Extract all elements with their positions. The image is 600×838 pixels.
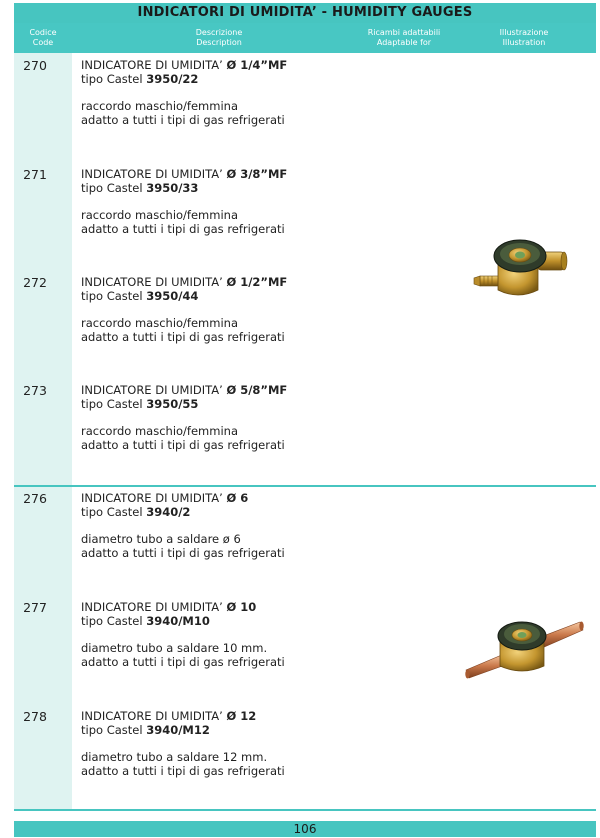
page-title: INDICATORI DI UMIDITA’ - HUMIDITY GAUGES xyxy=(14,3,596,23)
item-detail-2: adatto a tutti i tipi di gas refrigerati xyxy=(81,545,285,560)
item-detail-2: adatto a tutti i tipi di gas refrigerati xyxy=(81,329,285,344)
item-tipo xyxy=(81,73,401,87)
title-prefix: INDICATORE DI UMIDITA’ xyxy=(81,275,223,289)
header-description xyxy=(154,28,284,48)
title-size: Ø 6 xyxy=(226,491,249,505)
solder-sight-glass-icon xyxy=(462,612,588,684)
item-detail-1: raccordo maschio/femmina xyxy=(81,424,238,438)
tipo-prefix: tipo Castel xyxy=(81,180,143,195)
header-code-en: Code xyxy=(32,38,54,47)
tipo-prefix: tipo Castel xyxy=(81,722,143,737)
header-desc-en: Description xyxy=(196,38,242,47)
item-title xyxy=(81,276,401,290)
tipo-model: 3940/M12 xyxy=(146,722,210,737)
title-size: Ø 1/4”MF xyxy=(226,58,288,72)
item-detail-1: diametro tubo a saldare 12 mm. xyxy=(81,750,268,764)
item-detail-1: raccordo maschio/femmina xyxy=(81,208,238,222)
header-adapt-it: Ricambi adattabili xyxy=(367,28,441,37)
tipo-model: 3950/33 xyxy=(146,180,199,195)
section-divider xyxy=(14,809,596,811)
item-title xyxy=(81,710,401,724)
item-tipo xyxy=(81,290,401,304)
item-description xyxy=(81,276,401,344)
header-desc-it: Descrizione xyxy=(195,28,243,37)
header-illus-en: Illustration xyxy=(502,38,546,47)
header-illustration xyxy=(484,28,564,48)
item-tipo xyxy=(81,615,401,629)
item-code: 278 xyxy=(23,709,47,724)
item-detail-1: raccordo maschio/femmina xyxy=(81,316,238,330)
header-illus-it: Illustrazione xyxy=(499,28,549,37)
item-description xyxy=(81,59,401,127)
title-size: Ø 5/8”MF xyxy=(226,383,288,397)
header-code xyxy=(14,28,72,48)
item-detail-1: diametro tubo a saldare ø 6 xyxy=(81,532,241,546)
item-tipo xyxy=(81,724,401,738)
item-code: 271 xyxy=(23,167,47,182)
item-detail-2: adatto a tutti i tipi di gas refrigerati xyxy=(81,221,285,236)
page-number: 106 xyxy=(14,821,596,837)
item-detail-2: adatto a tutti i tipi di gas refrigerati xyxy=(81,112,285,127)
item-code: 276 xyxy=(23,491,47,506)
title-prefix: INDICATORE DI UMIDITA’ xyxy=(81,709,223,723)
item-title xyxy=(81,492,401,506)
item-tipo xyxy=(81,182,401,196)
title-size: Ø 10 xyxy=(226,600,257,614)
title-prefix: INDICATORE DI UMIDITA’ xyxy=(81,167,223,181)
item-detail-2: adatto a tutti i tipi di gas refrigerati xyxy=(81,654,285,669)
title-size: Ø 12 xyxy=(226,709,257,723)
item-tipo xyxy=(81,398,401,412)
item-code: 273 xyxy=(23,383,47,398)
flare-sight-glass-icon xyxy=(470,232,580,312)
tipo-prefix: tipo Castel xyxy=(81,396,143,411)
header-adapt-en: Adaptable for xyxy=(376,38,432,47)
item-description xyxy=(81,710,401,778)
title-prefix: INDICATORE DI UMIDITA’ xyxy=(81,383,223,397)
tipo-model: 3950/44 xyxy=(146,288,199,303)
item-detail-2: adatto a tutti i tipi di gas refrigerati xyxy=(81,437,285,452)
item-description xyxy=(81,168,401,236)
item-detail-2: adatto a tutti i tipi di gas refrigerati xyxy=(81,763,285,778)
item-code: 277 xyxy=(23,600,47,615)
item-detail-1: diametro tubo a saldare 10 mm. xyxy=(81,641,268,655)
tipo-model: 3940/2 xyxy=(146,504,191,519)
item-title xyxy=(81,601,401,615)
item-title xyxy=(81,59,401,73)
tipo-prefix: tipo Castel xyxy=(81,613,143,628)
item-code: 272 xyxy=(23,275,47,290)
header-adaptable xyxy=(364,28,444,48)
section-divider xyxy=(14,485,596,487)
title-prefix: INDICATORE DI UMIDITA’ xyxy=(81,58,223,72)
title-prefix: INDICATORE DI UMIDITA’ xyxy=(81,600,223,614)
title-prefix: INDICATORE DI UMIDITA’ xyxy=(81,491,223,505)
item-code: 270 xyxy=(23,58,47,73)
title-size: Ø 3/8”MF xyxy=(226,167,288,181)
header-code-it: Codice xyxy=(29,28,57,37)
tipo-prefix: tipo Castel xyxy=(81,288,143,303)
tipo-model: 3940/M10 xyxy=(146,613,210,628)
item-description xyxy=(81,492,401,560)
item-title xyxy=(81,384,401,398)
tipo-prefix: tipo Castel xyxy=(81,71,143,86)
tipo-model: 3950/55 xyxy=(146,396,199,411)
tipo-prefix: tipo Castel xyxy=(81,504,143,519)
item-detail-1: raccordo maschio/femmina xyxy=(81,99,238,113)
title-size: Ø 1/2”MF xyxy=(226,275,288,289)
item-tipo xyxy=(81,506,401,520)
item-title xyxy=(81,168,401,182)
table-header xyxy=(14,23,596,53)
item-description xyxy=(81,384,401,452)
item-description xyxy=(81,601,401,669)
tipo-model: 3950/22 xyxy=(146,71,199,86)
